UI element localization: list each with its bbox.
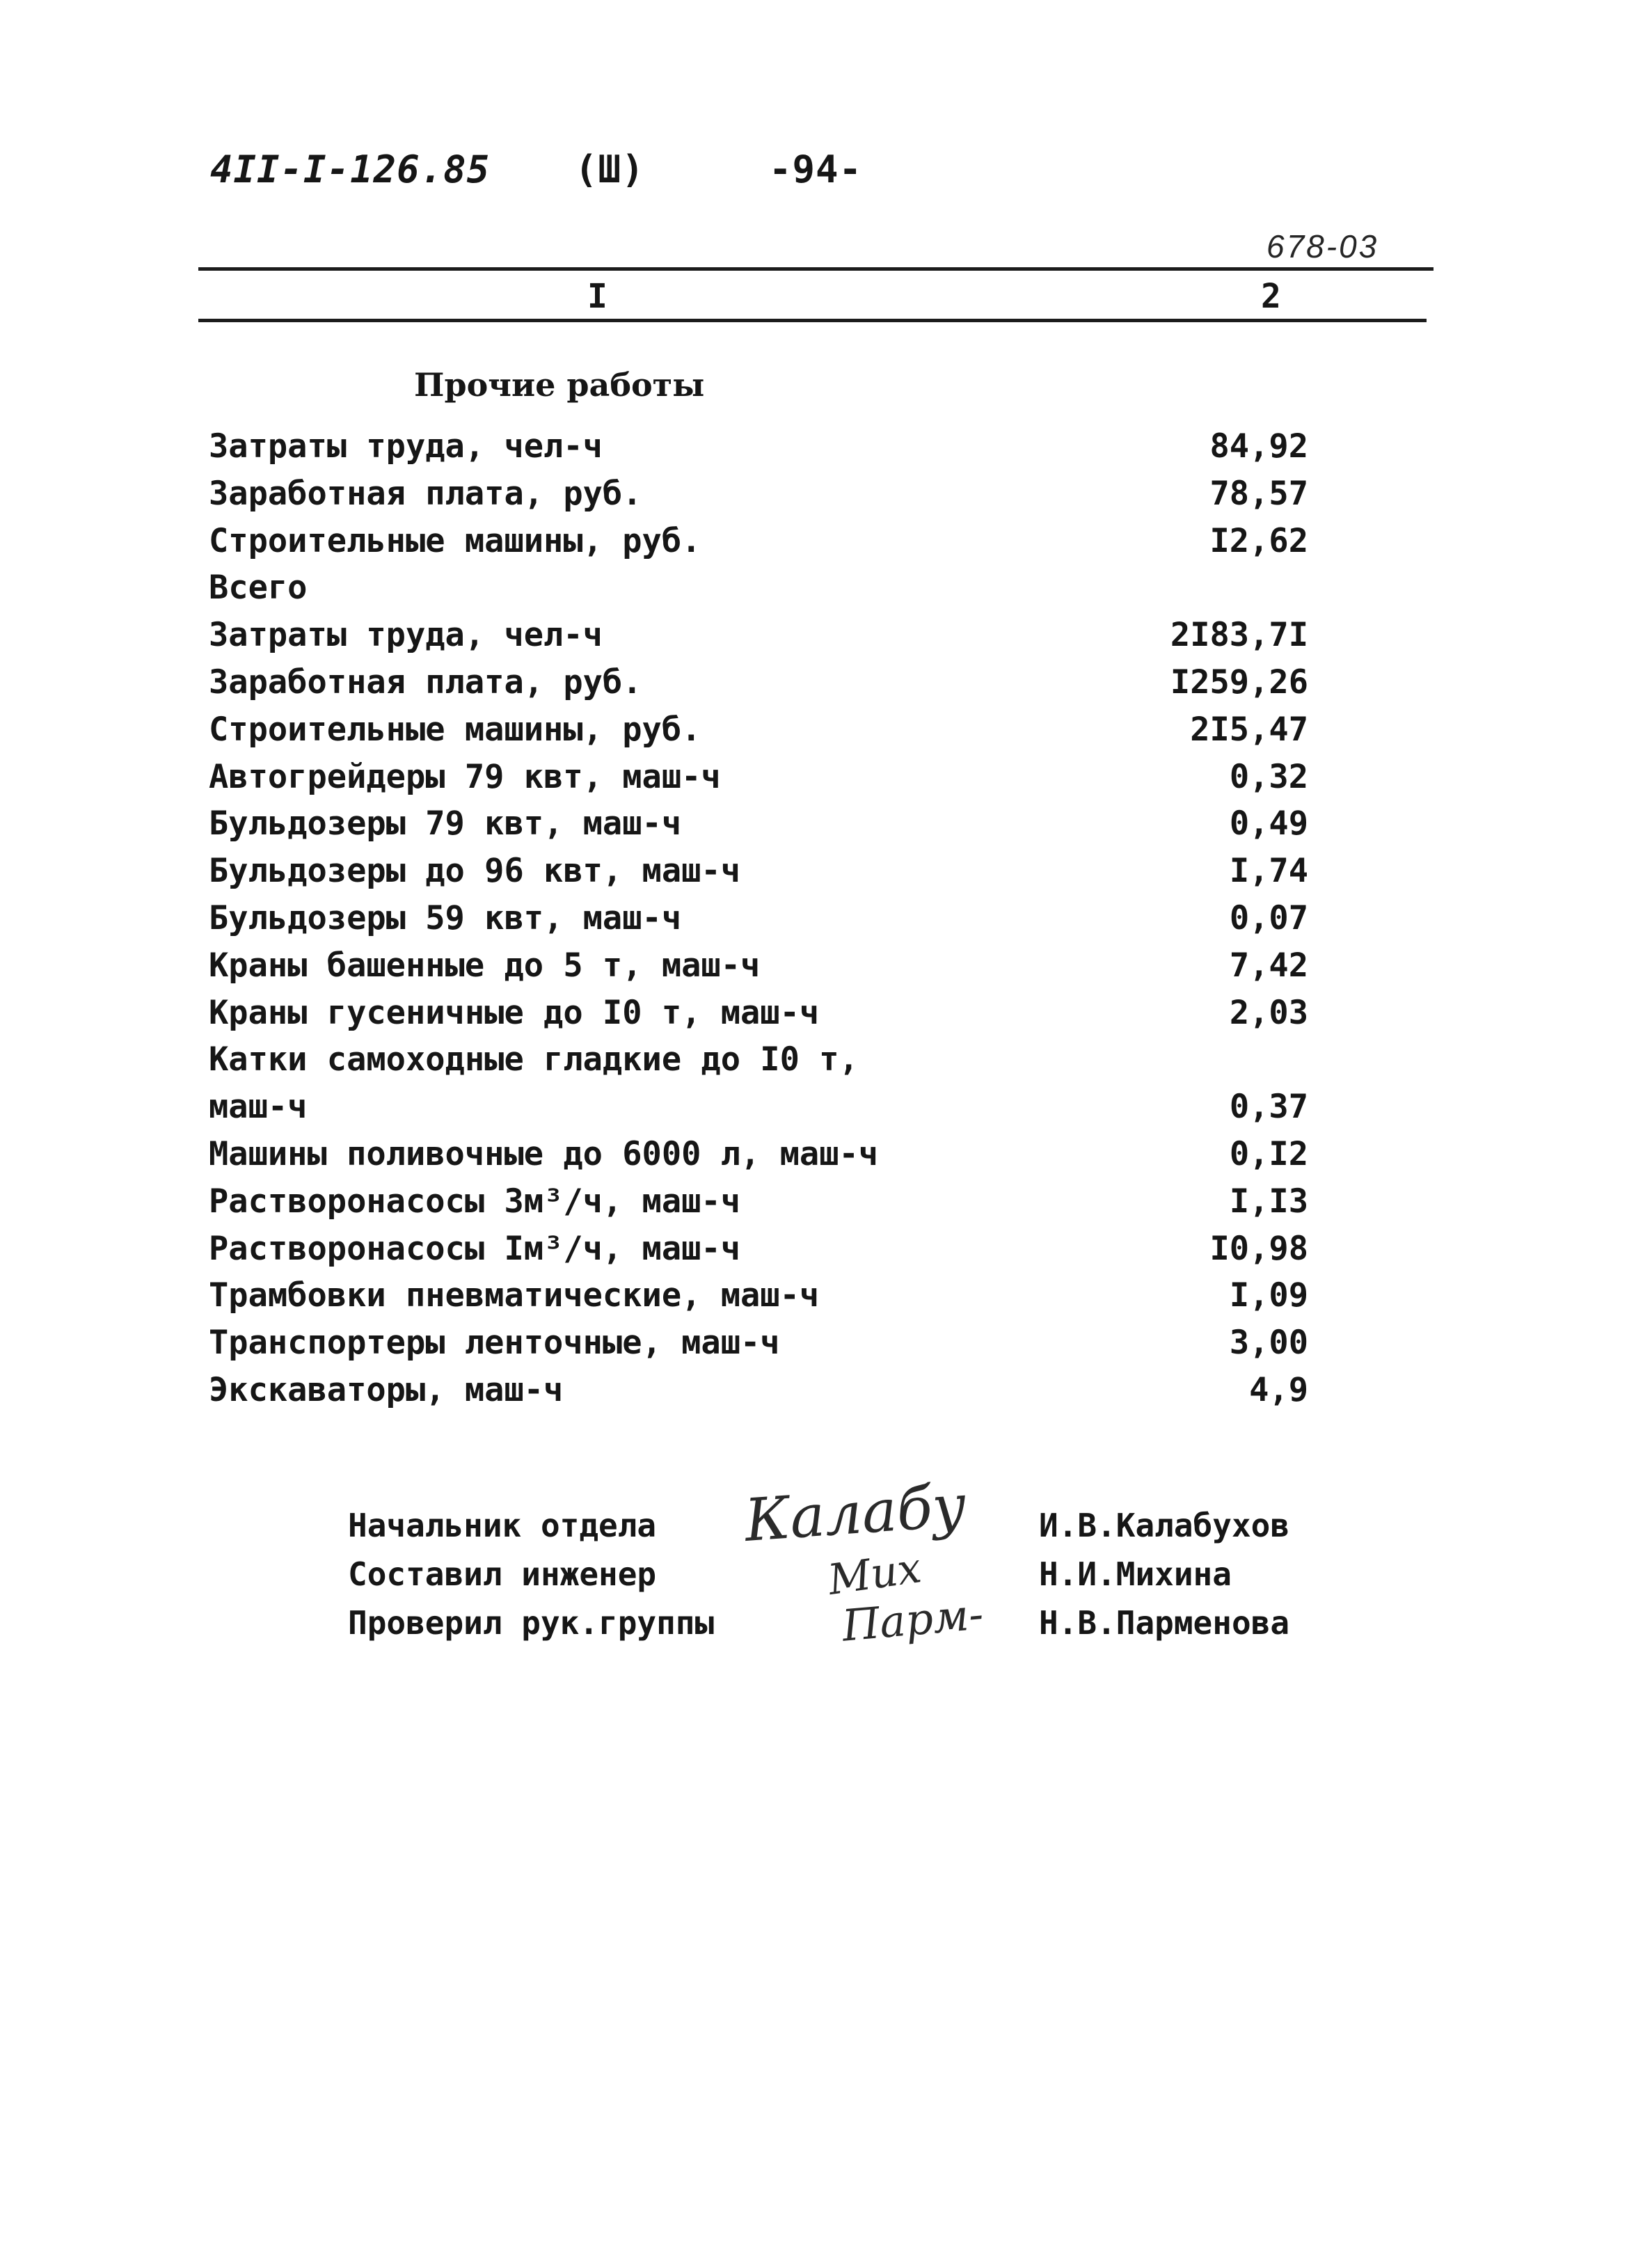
cost-table: [209, 427, 1308, 1418]
handwritten-signature: Калабу: [742, 1471, 969, 1555]
row-value: 3,00: [1229, 1324, 1308, 1363]
signature-name: Н.В.Парменова: [1039, 1604, 1290, 1642]
table-row: [209, 758, 1308, 805]
table-row: [209, 711, 1308, 758]
signature-block: [348, 1471, 1322, 1653]
row-value: 78,57: [1209, 474, 1308, 513]
table-row: [209, 1230, 1308, 1277]
row-value: 84,92: [1209, 427, 1308, 466]
signature-row: [348, 1588, 1322, 1653]
row-label: Экскаваторы, маш-ч: [209, 1370, 564, 1409]
row-label: Трамбовки пневматические, маш-ч: [209, 1276, 820, 1315]
signature-name: И.В.Калабухов: [1039, 1507, 1290, 1544]
row-label: Катки самоходные гладкие до I0 т,: [209, 1040, 859, 1079]
row-label: Заработная плата, руб.: [209, 663, 642, 701]
table-row: [209, 1182, 1308, 1230]
signature-row: [348, 1544, 1322, 1605]
row-label: маш-ч: [209, 1088, 308, 1127]
row-label: Бульдозеры 59 квт, маш-ч: [209, 898, 682, 937]
handwritten-signature: Мих: [825, 1544, 925, 1605]
table-row: [209, 852, 1308, 899]
row-label: Бульдозеры 79 квт, маш-ч: [209, 804, 682, 843]
handwritten-signature: Парм-: [840, 1588, 985, 1651]
signature-name: Н.И.Михина: [1039, 1555, 1232, 1593]
row-value: 0,07: [1229, 898, 1308, 937]
sheet-mark: (Ш): [575, 148, 645, 191]
table-row: [209, 994, 1308, 1041]
table-row: [209, 1324, 1308, 1371]
table-row: [209, 427, 1308, 475]
row-label: Растворонасосы Iм³/ч, маш-ч: [209, 1229, 741, 1268]
signature-row: [348, 1471, 1322, 1555]
table-header-rule: [198, 319, 1427, 322]
row-value: 0,37: [1229, 1088, 1308, 1127]
row-label: Краны башенные до 5 т, маш-ч: [209, 946, 761, 985]
table-row: [209, 616, 1308, 663]
table-row: [209, 1135, 1308, 1182]
row-value: 7,42: [1229, 946, 1308, 985]
row-value: 4,9: [1249, 1370, 1308, 1409]
signature-role: Проверил рук.группы: [348, 1604, 715, 1642]
row-label: Всего: [209, 569, 308, 608]
signature-role: Составил инженер: [348, 1555, 657, 1593]
row-label: Растворонасосы 3м³/ч, маш-ч: [209, 1182, 741, 1221]
table-top-rule: [198, 267, 1434, 271]
column-number-1: I: [587, 277, 607, 316]
row-value: I0,98: [1209, 1229, 1308, 1268]
row-value: 2,03: [1229, 993, 1308, 1032]
row-value: I,74: [1229, 852, 1308, 891]
table-row: [209, 899, 1308, 946]
row-value: I,09: [1229, 1276, 1308, 1315]
row-value: 0,49: [1229, 804, 1308, 843]
row-label: Краны гусеничные до I0 т, маш-ч: [209, 993, 820, 1032]
row-label: Заработная плата, руб.: [209, 474, 642, 513]
inventory-number: 678-03: [1266, 228, 1379, 264]
table-row: [209, 522, 1308, 569]
table-row: [209, 1040, 1308, 1088]
table-row: [209, 1371, 1308, 1418]
section-title: Прочие работы: [414, 366, 705, 404]
table-row: [209, 804, 1308, 852]
signature-role: Начальник отдела: [348, 1507, 657, 1544]
row-label: Затраты труда, чел-ч: [209, 427, 603, 466]
table-row: [209, 1088, 1308, 1135]
table-row: [209, 1276, 1308, 1324]
row-value: 2I83,7I: [1170, 616, 1308, 655]
row-value: I2,62: [1209, 521, 1308, 560]
table-row: [209, 569, 1308, 616]
row-value: 2I5,47: [1190, 710, 1308, 749]
row-label: Строительные машины, руб.: [209, 521, 701, 560]
row-label: Автогрейдеры 79 квт, маш-ч: [209, 757, 721, 796]
row-value: I,I3: [1229, 1182, 1308, 1221]
table-row: [209, 663, 1308, 711]
row-value: 0,I2: [1229, 1134, 1308, 1173]
row-label: Машины поливочные до 6000 л, маш-ч: [209, 1134, 879, 1173]
column-number-2: 2: [1261, 277, 1281, 316]
row-label: Транспортеры ленточные, маш-ч: [209, 1324, 780, 1363]
row-value: I259,26: [1170, 663, 1308, 701]
table-row: [209, 946, 1308, 994]
row-label: Бульдозеры до 96 квт, маш-ч: [209, 852, 741, 891]
row-label: Затраты труда, чел-ч: [209, 616, 603, 655]
table-row: [209, 475, 1308, 522]
page-number: -94-: [769, 148, 863, 191]
row-value: 0,32: [1229, 757, 1308, 796]
row-label: Строительные машины, руб.: [209, 710, 701, 749]
document-code: 4II-I-126.85: [210, 148, 491, 191]
